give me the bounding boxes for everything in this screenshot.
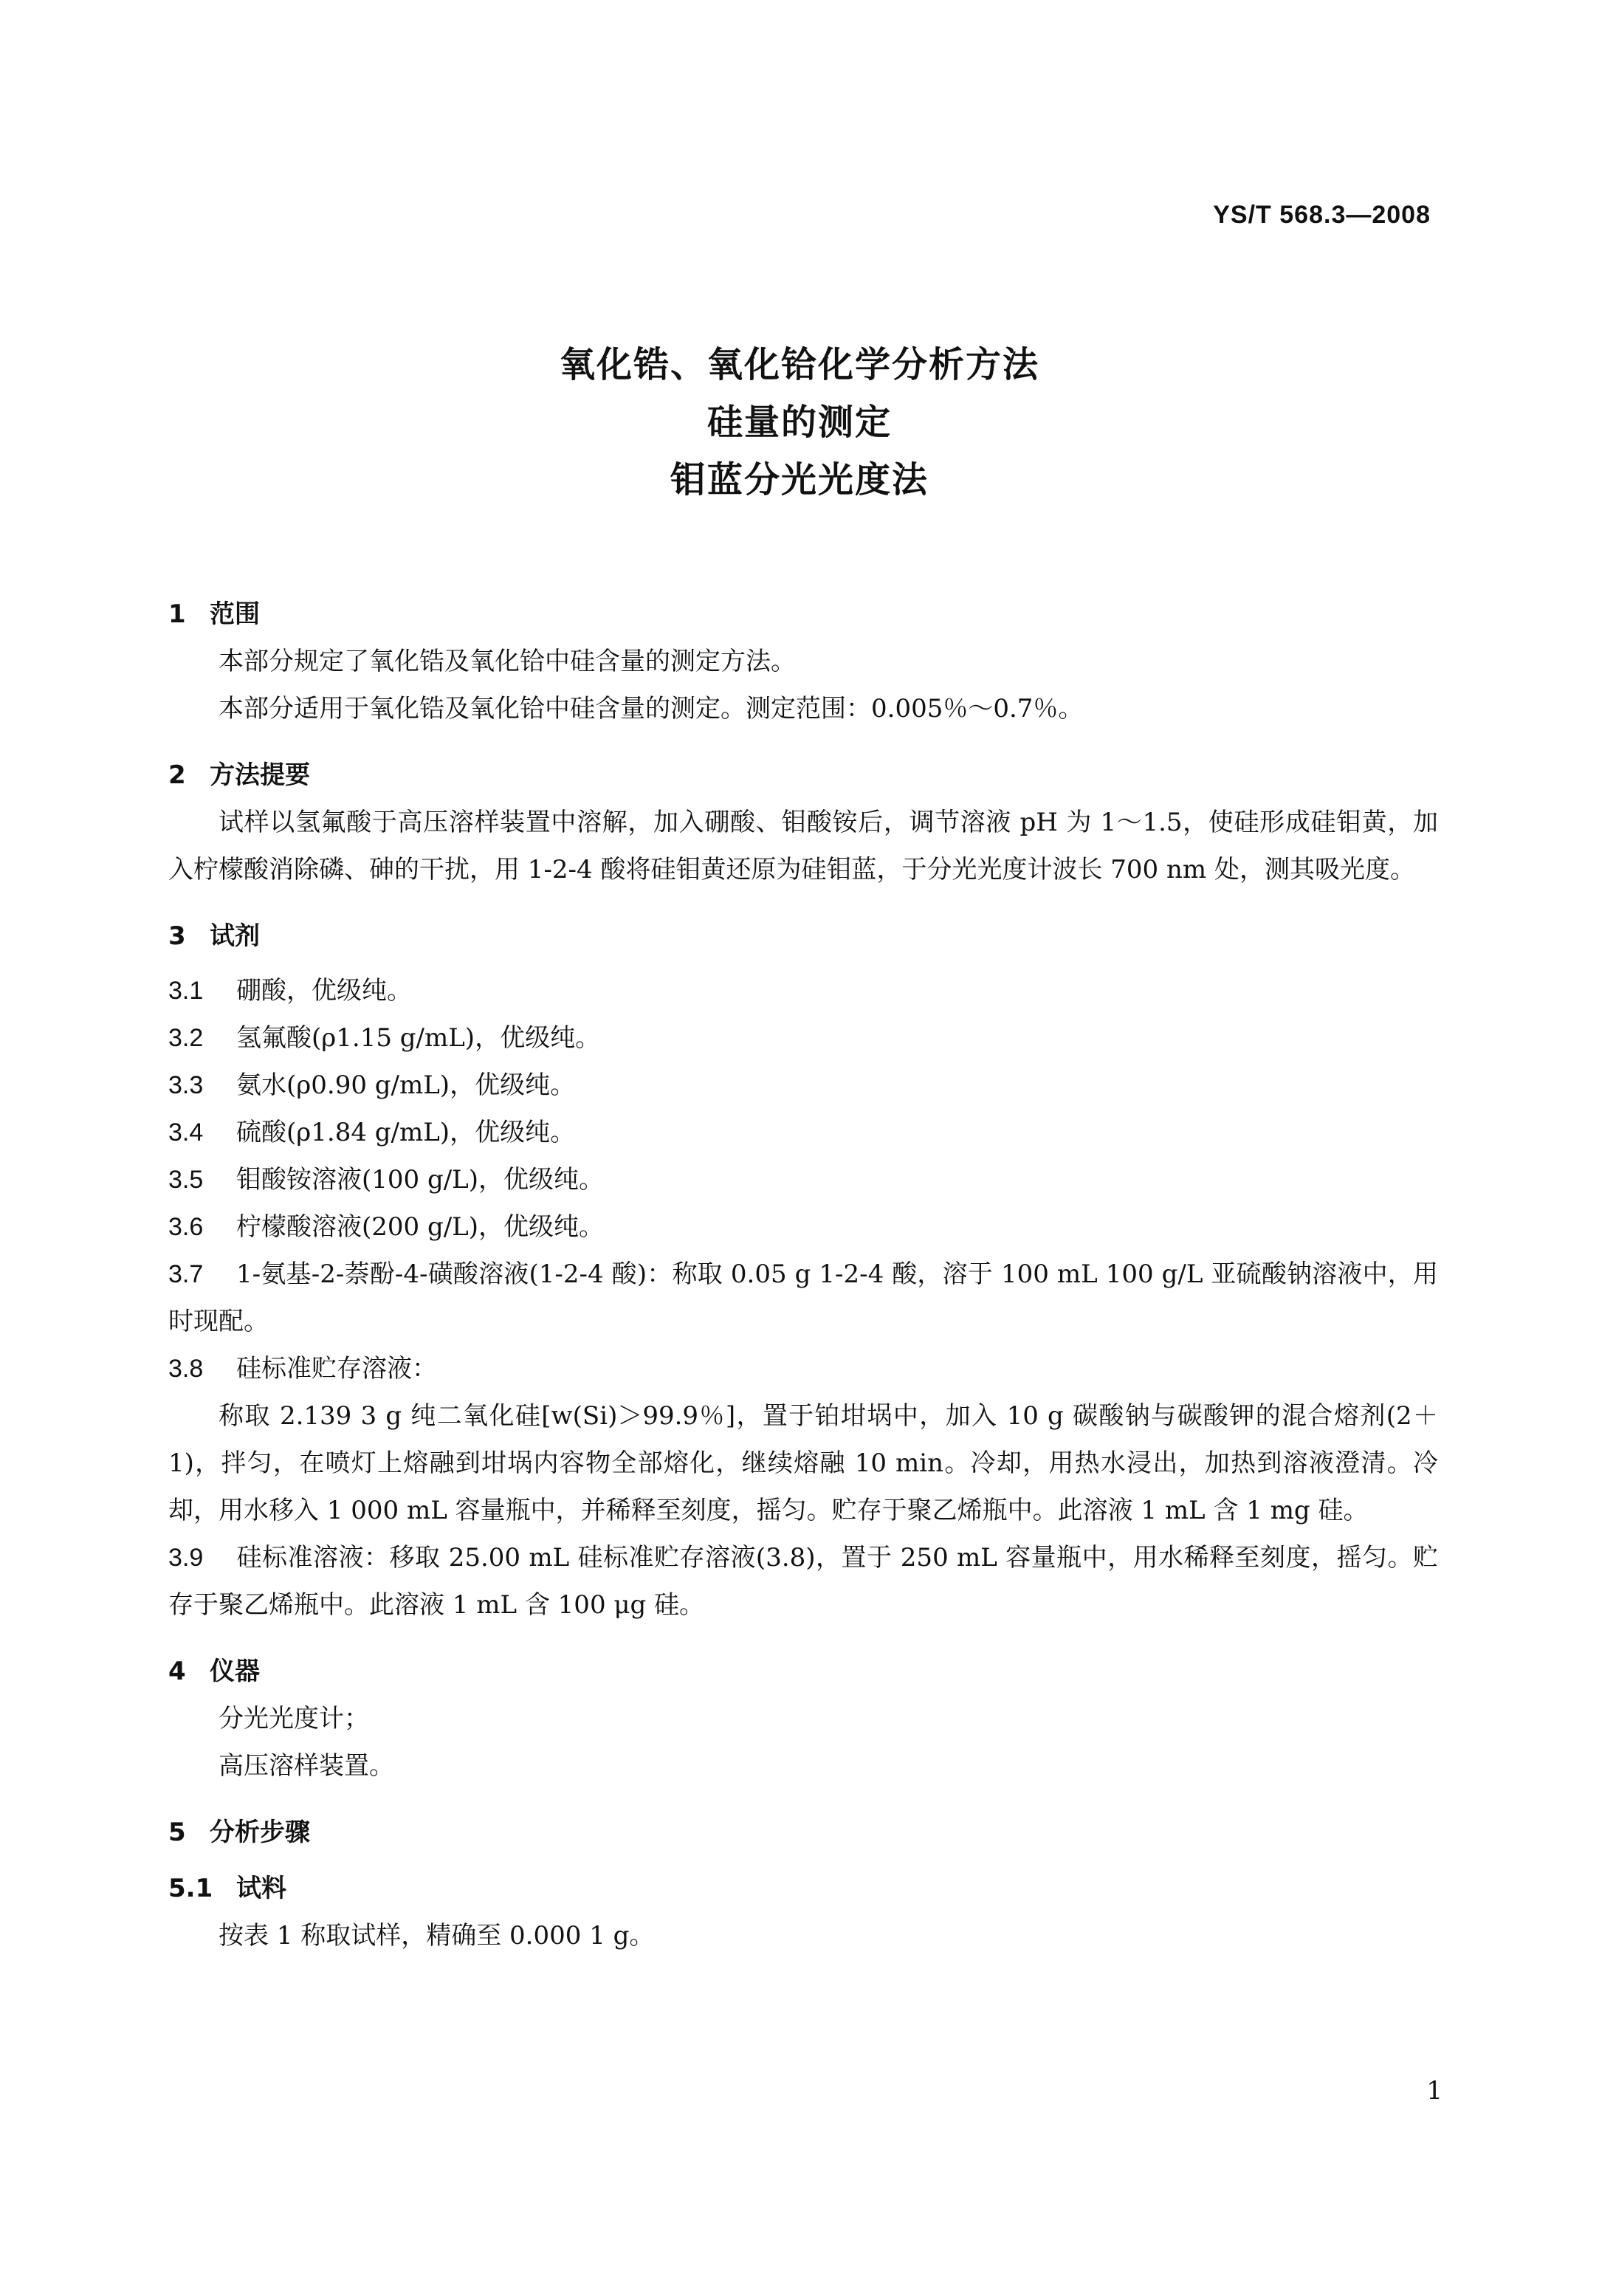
reagent-3-8-paragraph: 称取 2.139 3 g 纯二氧化硅[w(Si)＞99.9％]，置于铂坩埚中，加入 10 g 碳酸钠与碳酸钾的混合熔剂(2＋1)，拌匀，在喷灯上熔融到坩埚内容物全部熔化，继续熔融 10 min。冷却，用热水浸出，加热到溶液澄清。冷却，用水移入 1 000 mL 容量瓶中，并稀释至刻度，摇匀。贮存于聚乙烯瓶中。此溶液 1 mL 含 1 mg 硅。 — [168, 1401, 1438, 1525]
item-number: 3.9 — [168, 1544, 204, 1572]
item-number: 3.8 — [168, 1355, 204, 1383]
subsection-number: 5.1 — [168, 1874, 213, 1903]
reagent-item — [168, 1014, 1438, 1062]
section-3-heading — [168, 912, 1438, 960]
reagent-list — [168, 967, 1438, 1629]
item-text: 1-氨基-2-萘酚-4-磺酸溶液(1-2-4 酸)：称取 0.05 g 1-2-4 酸，溶于 100 mL 100 g/L 亚硫酸钠溶液中，用时现配。 — [168, 1259, 1438, 1336]
item-number: 3.6 — [168, 1213, 204, 1241]
section-2-heading — [168, 752, 1438, 799]
reagent-item — [168, 967, 1438, 1014]
reagent-item — [168, 1156, 1438, 1203]
reagent-item — [168, 1345, 1438, 1392]
item-text: 硼酸，优级纯。 — [236, 976, 412, 1006]
section-number: 5 — [168, 1818, 186, 1847]
section-5-heading — [168, 1809, 1438, 1856]
section-title: 范围 — [210, 599, 260, 629]
section-number: 3 — [168, 921, 186, 951]
item-number: 3.2 — [168, 1024, 204, 1052]
item-number: 3.7 — [168, 1260, 204, 1288]
section-number: 2 — [168, 760, 186, 790]
section-title: 分析步骤 — [210, 1818, 310, 1847]
section-number: 1 — [168, 599, 186, 629]
item-number: 3.1 — [168, 977, 204, 1005]
reagent-item — [168, 1203, 1438, 1251]
section-2-paragraph: 试样以氢氟酸于高压溶样装置中溶解，加入硼酸、钼酸铵后，调节溶液 pH 为 1～1.5，使硅形成硅钼黄，加入柠檬酸消除磷、砷的干扰，用 1-2-4 酸将硅钼黄还原为硅钼蓝，于分光光度计波长 700 nm 处，测其吸光度。 — [168, 808, 1438, 884]
document-title — [0, 336, 1599, 509]
item-text: 柠檬酸溶液(200 g/L)，优级纯。 — [236, 1212, 605, 1242]
section-title: 试剂 — [210, 921, 260, 951]
item-text: 硅标准贮存溶液： — [236, 1354, 437, 1384]
reagent-item — [168, 1109, 1438, 1156]
item-text: 氢氟酸(ρ1.15 g/mL)，优级纯。 — [236, 1023, 601, 1053]
item-text: 钼酸铵溶液(100 g/L)，优级纯。 — [236, 1165, 605, 1195]
section-5-1-paragraph: 按表 1 称取试样，精确至 0.000 1 g。 — [219, 1921, 655, 1950]
subsection-title: 试料 — [236, 1874, 286, 1903]
title-line-1: 氧化锆、氧化铪化学分析方法 — [559, 344, 1039, 385]
page-number: 1 — [1426, 2076, 1442, 2106]
apparatus-item: 分光光度计； — [219, 1704, 369, 1733]
section-1-paragraph-1: 本部分规定了氧化锆及氧化铪中硅含量的测定方法。 — [219, 647, 796, 676]
standard-code: YS/T 568.3—2008 — [1213, 201, 1431, 229]
section-1-heading — [168, 591, 1438, 638]
title-line-2: 硅量的测定 — [706, 402, 892, 443]
item-number: 3.4 — [168, 1118, 204, 1147]
reagent-item — [168, 1251, 1438, 1345]
apparatus-item: 高压溶样装置。 — [219, 1751, 394, 1781]
section-4-heading — [168, 1648, 1438, 1695]
document-body — [168, 591, 1438, 1959]
reagent-item — [168, 1534, 1438, 1629]
reagent-item — [168, 1062, 1438, 1109]
section-title: 方法提要 — [210, 760, 310, 790]
item-text: 硅标准溶液：移取 25.00 mL 硅标准贮存溶液(3.8)，置于 250 mL 容量瓶中，用水稀释至刻度，摇匀。贮存于聚乙烯瓶中。此溶液 1 mL 含 100 μg 硅。 — [168, 1543, 1438, 1620]
section-title: 仪器 — [210, 1657, 260, 1686]
item-number: 3.5 — [168, 1166, 204, 1194]
subsection-5-1-heading — [168, 1865, 1438, 1912]
item-number: 3.3 — [168, 1071, 204, 1099]
title-line-3: 钼蓝分光光度法 — [670, 459, 929, 501]
section-1-paragraph-2: 本部分适用于氧化锆及氧化铪中硅含量的测定。测定范围：0.005％～0.7％。 — [219, 694, 1084, 723]
item-text: 氨水(ρ0.90 g/mL)，优级纯。 — [236, 1070, 576, 1100]
section-number: 4 — [168, 1657, 186, 1686]
item-text: 硫酸(ρ1.84 g/mL)，优级纯。 — [236, 1118, 576, 1147]
